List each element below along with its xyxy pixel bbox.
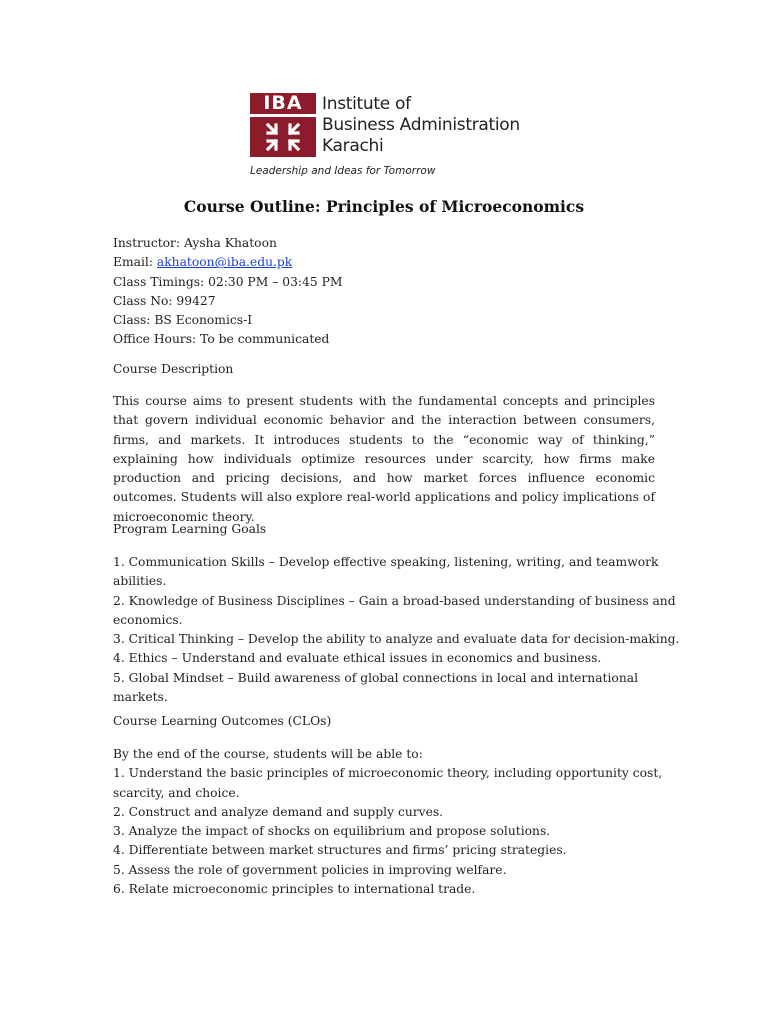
iba-logo <box>250 93 530 185</box>
goals-heading <box>113 520 658 539</box>
logo-line-1: Institute of <box>322 94 411 114</box>
clos-list <box>113 745 663 899</box>
list-item: 3. Critical Thinking – Develop the ability to analyze and evaluate data for decision-making. <box>113 632 680 647</box>
clos-heading-text: Course Learning Outcomes (CLOs) <box>113 714 332 728</box>
logo-tagline: Leadership and Ideas for Tomorrow <box>250 165 436 177</box>
course-info <box>113 234 658 350</box>
logo-wordmark <box>322 94 520 157</box>
logo-iba-text: IBA <box>263 92 303 114</box>
description-paragraph: This course aims to present students with the fundamental concepts and principles that govern individual economic behavior and the interaction between consumers, firms, and markets. It introduces students to the “economic way of thinking,” explaining how individuals optimize resources under scarcity, how firms make production and pricing decisions, and how market forces influence economic outcomes. Students will also explore real-world applications and policy implications of microeconomic theory. <box>113 394 655 524</box>
description-heading <box>113 360 658 379</box>
list-item: abilities. <box>113 574 167 589</box>
email-link[interactable]: akhatoon@iba.edu.pk <box>156 255 293 270</box>
list-item: economics. <box>113 612 183 627</box>
list-item: 2. Construct and analyze demand and supply curves. <box>113 804 444 819</box>
description-heading-text: Course Description <box>113 362 234 376</box>
list-item: 4. Differentiate between market structures and firms’ pricing strategies. <box>113 843 567 858</box>
list-item: 6. Relate microeconomic principles to international trade. <box>113 882 476 897</box>
page-title: Course Outline: Principles of Microeconomics <box>183 197 585 216</box>
email-label: Email: <box>113 255 157 270</box>
list-item: 5. Global Mindset – Build awareness of global connections in local and international <box>113 670 639 685</box>
list-item: 1. Communication Skills – Develop effective speaking, listening, writing, and teamwork <box>113 555 659 569</box>
list-item: 5. Assess the role of government policies in improving welfare. <box>113 862 507 877</box>
list-item: 4. Ethics – Understand and evaluate ethical issues in economics and business. <box>113 651 602 666</box>
class-no-line: Class No: 99427 <box>113 293 216 308</box>
goals-heading-text: Program Learning Goals <box>113 522 267 536</box>
instructor-line: Instructor: Aysha Khatoon <box>113 236 277 250</box>
list-item: 2. Knowledge of Business Disciplines – Gain a broad-based understanding of business and <box>113 593 676 608</box>
logo-line-3: Karachi <box>322 136 384 156</box>
goals-list <box>113 553 680 707</box>
list-item: By the end of the course, students will be able to: <box>113 747 423 761</box>
list-item: 3. Analyze the impact of shocks on equilibrium and propose solutions. <box>113 824 551 839</box>
logo-emblem-icon <box>250 117 316 157</box>
clos-heading <box>113 712 658 731</box>
list-item: markets. <box>113 690 168 705</box>
logo-line-2: Business Administration <box>322 115 520 135</box>
class-line: Class: BS Economics-I <box>113 313 253 328</box>
office-hours-line: Office Hours: To be communicated <box>113 332 330 347</box>
list-item: 1. Understand the basic principles of microeconomic theory, including opportunity cost, <box>113 766 663 781</box>
timings-line: Class Timings: 02:30 PM – 03:45 PM <box>113 274 343 289</box>
email-line <box>113 253 658 272</box>
list-item: scarcity, and choice. <box>113 785 240 800</box>
